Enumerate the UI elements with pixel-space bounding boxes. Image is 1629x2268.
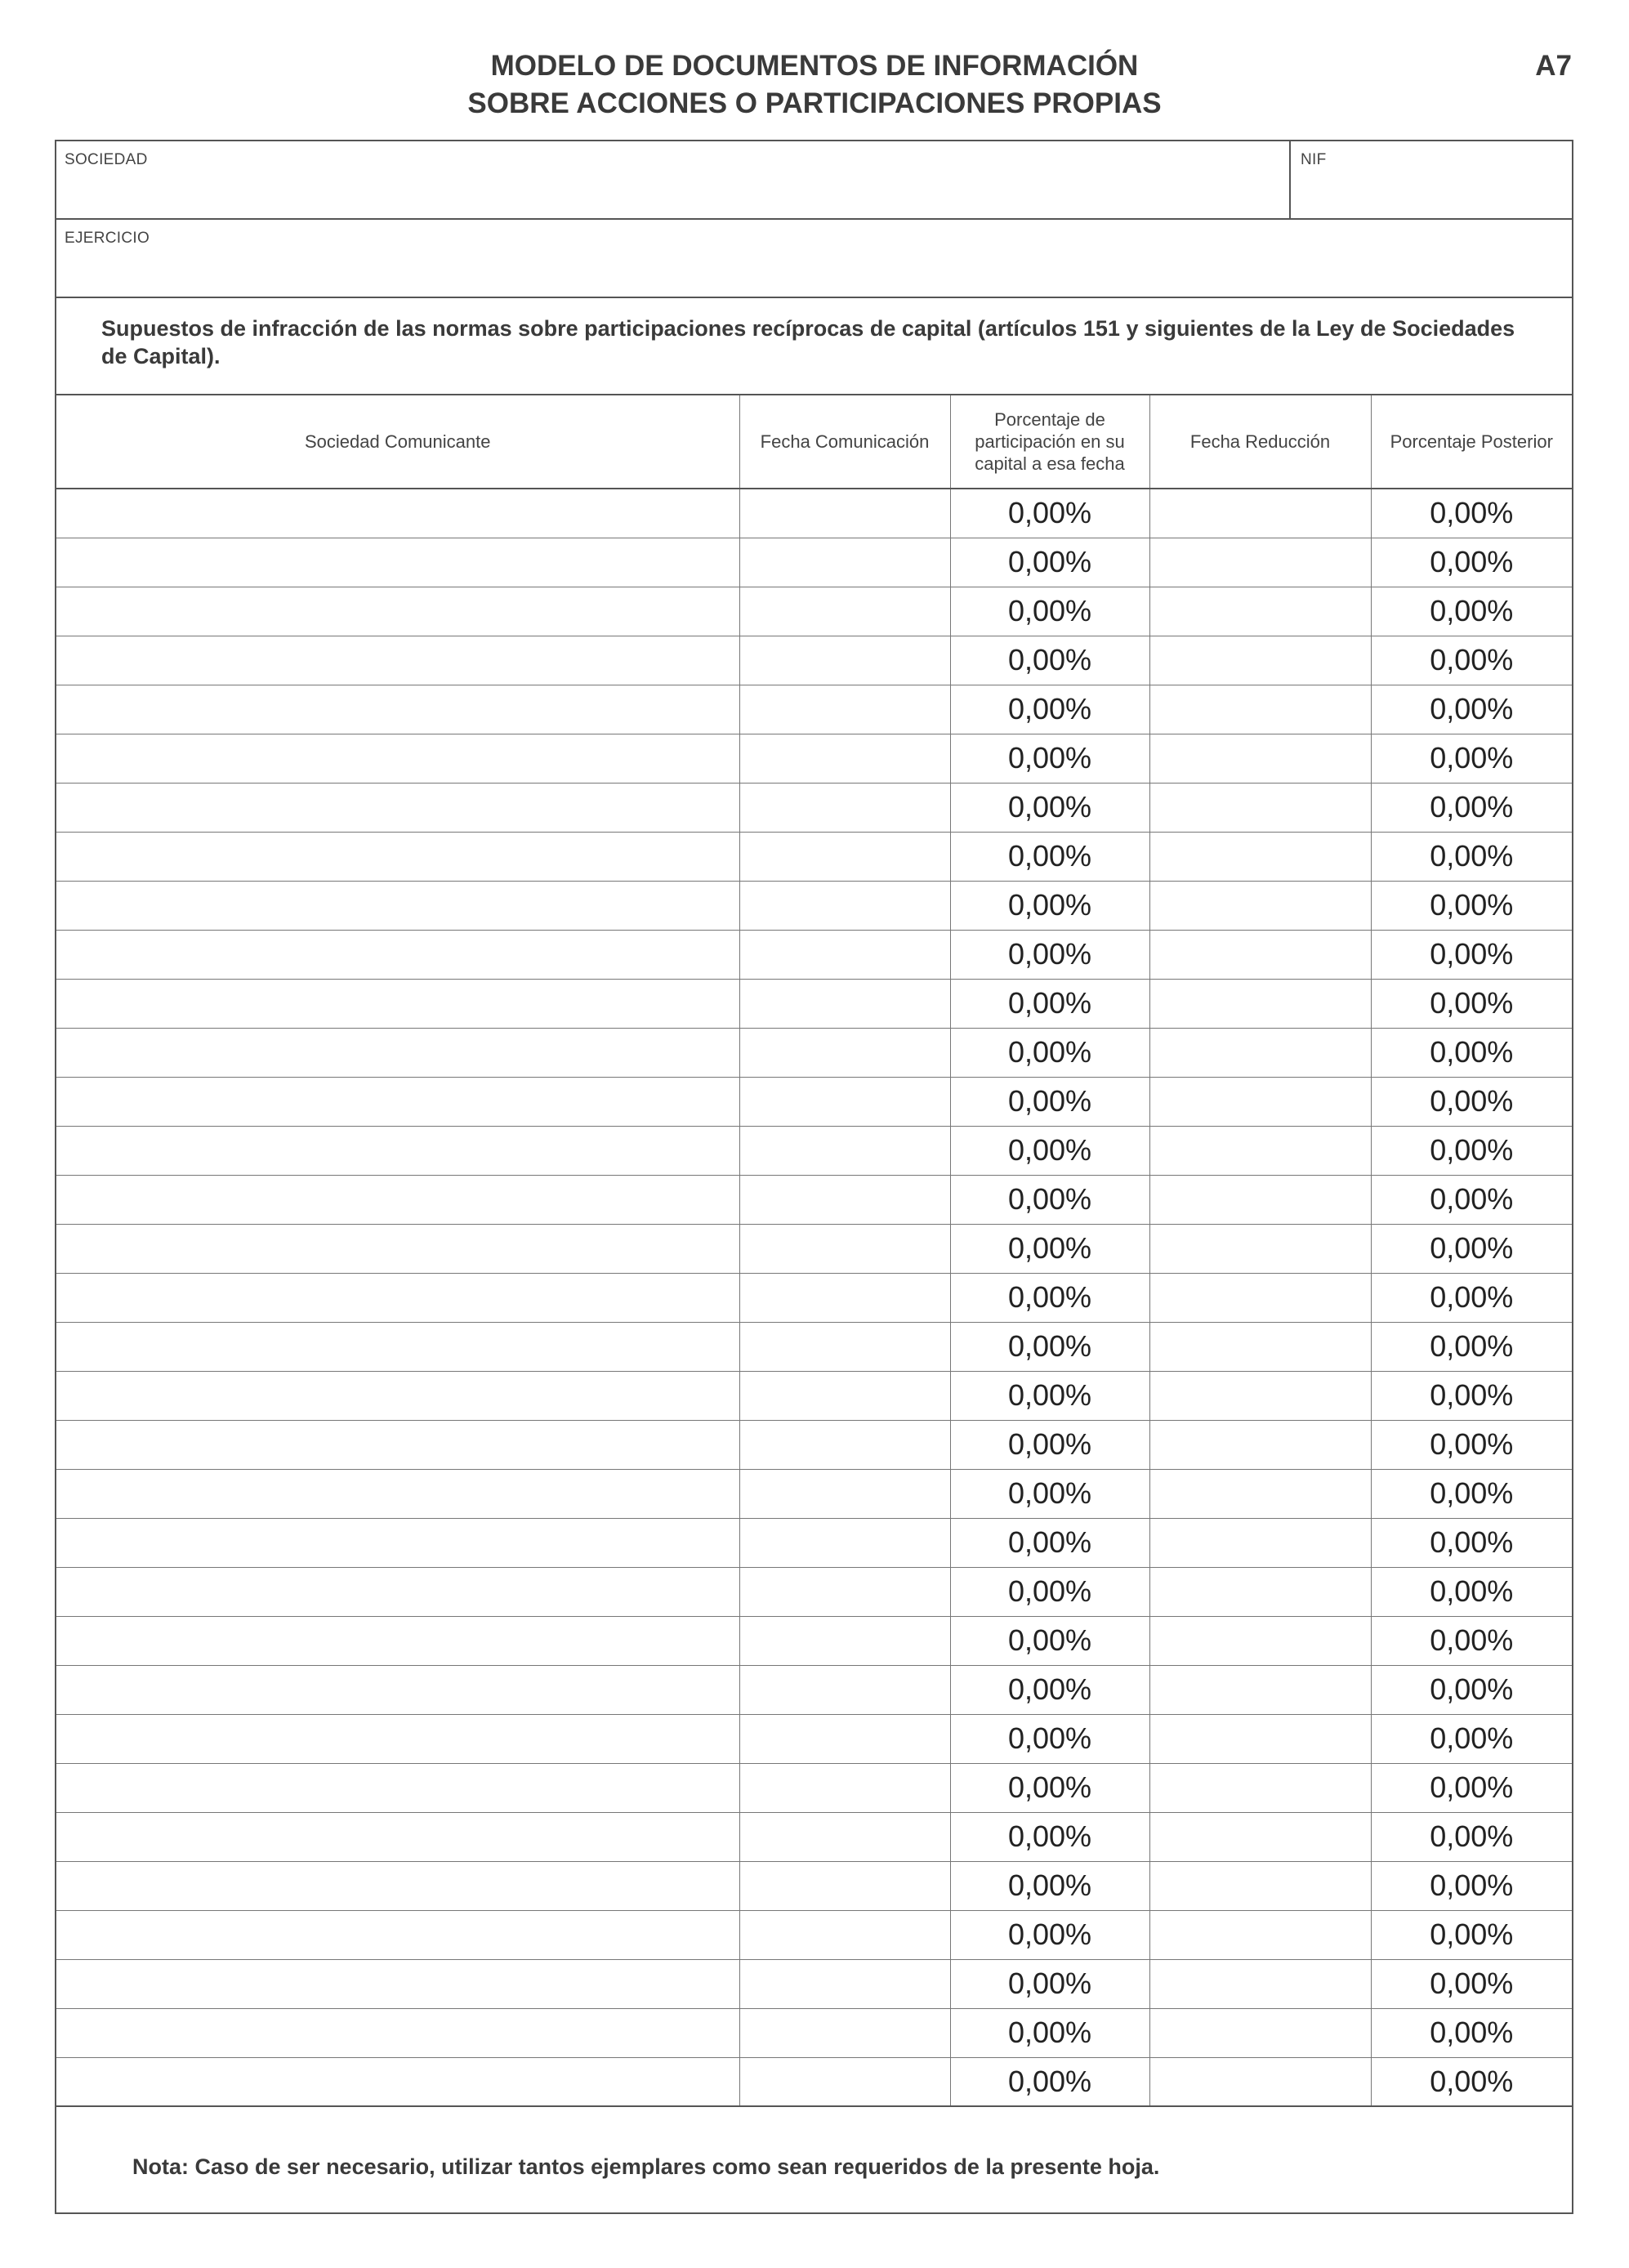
sociedad-comunicante-cell[interactable]: [56, 734, 739, 783]
form-title-line-2: SOBRE ACCIONES O PARTICIPACIONES PROPIAS: [467, 87, 1162, 119]
sociedad-comunicante-cell[interactable]: [56, 636, 739, 685]
porcentaje-participacion-cell[interactable]: 0,00%: [950, 636, 1149, 685]
fecha-comunicacion-cell[interactable]: [739, 1910, 950, 1959]
porcentaje-posterior-cell[interactable]: 0,00%: [1371, 1518, 1572, 1567]
table-row: [56, 1812, 1572, 1861]
fecha-comunicacion-cell[interactable]: [739, 1420, 950, 1469]
porcentaje-posterior-cell[interactable]: 0,00%: [1371, 1371, 1572, 1420]
porcentaje-participacion-cell[interactable]: 0,00%: [950, 930, 1149, 979]
fecha-comunicacion-cell[interactable]: [739, 1959, 950, 2008]
sociedad-comunicante-cell[interactable]: [56, 1665, 739, 1714]
sociedad-comunicante-cell[interactable]: [56, 783, 739, 832]
fecha-reduccion-cell[interactable]: [1149, 538, 1371, 587]
porcentaje-participacion-cell[interactable]: 0,00%: [950, 1812, 1149, 1861]
fecha-comunicacion-cell[interactable]: [739, 783, 950, 832]
fecha-comunicacion-cell[interactable]: [739, 734, 950, 783]
porcentaje-participacion-cell[interactable]: 0,00%: [950, 1273, 1149, 1322]
sociedad-comunicante-cell[interactable]: [56, 979, 739, 1028]
column-header-porcentaje-participacion: Porcentaje de participación en su capital a esa fecha: [950, 395, 1149, 489]
column-header-sociedad-comunicante: Sociedad Comunicante: [56, 395, 739, 489]
fecha-reduccion-cell[interactable]: [1149, 1126, 1371, 1175]
sociedad-comunicante-cell[interactable]: [56, 2008, 739, 2057]
fecha-comunicacion-cell[interactable]: [739, 930, 950, 979]
porcentaje-posterior-cell[interactable]: 0,00%: [1371, 1077, 1572, 1126]
porcentaje-participacion-cell[interactable]: 0,00%: [950, 1175, 1149, 1224]
fecha-reduccion-cell[interactable]: [1149, 1910, 1371, 1959]
sociedad-comunicante-cell[interactable]: [56, 1469, 739, 1518]
sociedad-comunicante-cell[interactable]: [56, 832, 739, 881]
table-row: [56, 1665, 1572, 1714]
sociedad-comunicante-cell[interactable]: [56, 1763, 739, 1812]
table-row: [56, 1371, 1572, 1420]
footer-note: Nota: Caso de ser necesario, utilizar tantos ejemplares como sean requeridos de la presente hoja.: [132, 2154, 1160, 2179]
fecha-reduccion-cell[interactable]: [1149, 1959, 1371, 2008]
fecha-reduccion-cell[interactable]: [1149, 1273, 1371, 1322]
table-row: [56, 1273, 1572, 1322]
fecha-reduccion-cell[interactable]: [1149, 1567, 1371, 1616]
table-row: [56, 1763, 1572, 1812]
table-row: [56, 538, 1572, 587]
table-row: [56, 930, 1572, 979]
porcentaje-posterior-cell[interactable]: 0,00%: [1371, 1763, 1572, 1812]
porcentaje-participacion-cell[interactable]: 0,00%: [950, 832, 1149, 881]
porcentaje-participacion-cell[interactable]: 0,00%: [950, 587, 1149, 636]
porcentaje-posterior-cell[interactable]: 0,00%: [1371, 1224, 1572, 1273]
section-heading: Supuestos de infracción de las normas sobre participaciones recíprocas de capital (artículos 151 y siguientes de la Ley de Sociedades de Capital).: [101, 316, 1515, 368]
porcentaje-posterior-cell[interactable]: 0,00%: [1371, 832, 1572, 881]
fecha-reduccion-cell[interactable]: [1149, 1518, 1371, 1567]
fecha-comunicacion-cell[interactable]: [739, 636, 950, 685]
fecha-reduccion-cell[interactable]: [1149, 832, 1371, 881]
porcentaje-participacion-cell[interactable]: 0,00%: [950, 1469, 1149, 1518]
porcentaje-participacion-cell[interactable]: 0,00%: [950, 1959, 1149, 2008]
porcentaje-posterior-cell[interactable]: 0,00%: [1371, 2057, 1572, 2106]
table-row: [56, 1910, 1572, 1959]
sociedad-comunicante-cell[interactable]: [56, 1861, 739, 1910]
fecha-comunicacion-cell[interactable]: [739, 881, 950, 930]
fecha-comunicacion-cell[interactable]: [739, 538, 950, 587]
porcentaje-posterior-cell[interactable]: 0,00%: [1371, 2008, 1572, 2057]
fecha-comunicacion-cell[interactable]: [739, 489, 950, 538]
fecha-comunicacion-cell[interactable]: [739, 1616, 950, 1665]
table-row: [56, 1322, 1572, 1371]
porcentaje-posterior-cell[interactable]: 0,00%: [1371, 979, 1572, 1028]
fecha-reduccion-cell[interactable]: [1149, 1175, 1371, 1224]
fecha-reduccion-cell[interactable]: [1149, 930, 1371, 979]
porcentaje-participacion-cell[interactable]: 0,00%: [950, 1420, 1149, 1469]
porcentaje-posterior-cell[interactable]: 0,00%: [1371, 1175, 1572, 1224]
fecha-comunicacion-cell[interactable]: [739, 1126, 950, 1175]
porcentaje-posterior-cell[interactable]: 0,00%: [1371, 1567, 1572, 1616]
fecha-reduccion-cell[interactable]: [1149, 734, 1371, 783]
porcentaje-posterior-cell[interactable]: 0,00%: [1371, 734, 1572, 783]
sociedad-comunicante-cell[interactable]: [56, 538, 739, 587]
sociedad-comunicante-cell[interactable]: [56, 2057, 739, 2106]
porcentaje-participacion-cell[interactable]: 0,00%: [950, 783, 1149, 832]
table-row: [56, 783, 1572, 832]
porcentaje-participacion-cell[interactable]: 0,00%: [950, 1567, 1149, 1616]
fecha-comunicacion-cell[interactable]: [739, 1175, 950, 1224]
table-row: [56, 1028, 1572, 1077]
fecha-reduccion-cell[interactable]: [1149, 685, 1371, 734]
porcentaje-participacion-cell[interactable]: 0,00%: [950, 1371, 1149, 1420]
porcentaje-posterior-cell[interactable]: 0,00%: [1371, 1273, 1572, 1322]
nif-label: NIF: [1301, 151, 1327, 168]
sociedad-comunicante-cell[interactable]: [56, 1616, 739, 1665]
sociedad-comunicante-cell[interactable]: [56, 1518, 739, 1567]
fecha-reduccion-cell[interactable]: [1149, 587, 1371, 636]
porcentaje-participacion-cell[interactable]: 0,00%: [950, 881, 1149, 930]
porcentaje-participacion-cell[interactable]: 0,00%: [950, 1861, 1149, 1910]
sociedad-comunicante-cell[interactable]: [56, 1812, 739, 1861]
table-row: [56, 1175, 1572, 1224]
fecha-comunicacion-cell[interactable]: [739, 1518, 950, 1567]
fecha-comunicacion-cell[interactable]: [739, 1665, 950, 1714]
sociedad-comunicante-cell[interactable]: [56, 1028, 739, 1077]
fecha-reduccion-cell[interactable]: [1149, 783, 1371, 832]
porcentaje-posterior-cell[interactable]: 0,00%: [1371, 1322, 1572, 1371]
porcentaje-participacion-cell[interactable]: 0,00%: [950, 2057, 1149, 2106]
table-row: [56, 2008, 1572, 2057]
form-code: A7: [1535, 50, 1572, 82]
table-row: [56, 636, 1572, 685]
porcentaje-participacion-cell[interactable]: 0,00%: [950, 1518, 1149, 1567]
porcentaje-posterior-cell[interactable]: 0,00%: [1371, 685, 1572, 734]
fecha-reduccion-cell[interactable]: [1149, 1812, 1371, 1861]
table-row: [56, 1126, 1572, 1175]
table-row: [56, 1567, 1572, 1616]
sociedad-comunicante-cell[interactable]: [56, 930, 739, 979]
porcentaje-posterior-cell[interactable]: 0,00%: [1371, 1910, 1572, 1959]
table-row: [56, 1518, 1572, 1567]
fecha-comunicacion-cell[interactable]: [739, 1077, 950, 1126]
table-row: [56, 1420, 1572, 1469]
fecha-comunicacion-cell[interactable]: [739, 1812, 950, 1861]
fecha-reduccion-cell[interactable]: [1149, 2057, 1371, 2106]
porcentaje-posterior-cell[interactable]: 0,00%: [1371, 636, 1572, 685]
participaciones-table: [56, 395, 1572, 2107]
porcentaje-posterior-cell[interactable]: 0,00%: [1371, 489, 1572, 538]
porcentaje-participacion-cell[interactable]: 0,00%: [950, 734, 1149, 783]
fecha-comunicacion-cell[interactable]: [739, 1567, 950, 1616]
porcentaje-participacion-cell[interactable]: 0,00%: [950, 1224, 1149, 1273]
fecha-comunicacion-cell[interactable]: [739, 2008, 950, 2057]
fecha-comunicacion-cell[interactable]: [739, 1273, 950, 1322]
fecha-reduccion-cell[interactable]: [1149, 636, 1371, 685]
porcentaje-posterior-cell[interactable]: 0,00%: [1371, 1126, 1572, 1175]
table-body: [56, 489, 1572, 2106]
sociedad-comunicante-cell[interactable]: [56, 1126, 739, 1175]
sociedad-comunicante-cell[interactable]: [56, 489, 739, 538]
porcentaje-participacion-cell[interactable]: 0,00%: [950, 1077, 1149, 1126]
sociedad-comunicante-cell[interactable]: [56, 1567, 739, 1616]
column-header-porcentaje-posterior: Porcentaje Posterior: [1371, 395, 1572, 489]
sociedad-comunicante-cell[interactable]: [56, 1420, 739, 1469]
fecha-reduccion-cell[interactable]: [1149, 1763, 1371, 1812]
table-row: [56, 489, 1572, 538]
fecha-comunicacion-cell[interactable]: [739, 2057, 950, 2106]
fecha-reduccion-cell[interactable]: [1149, 1469, 1371, 1518]
porcentaje-participacion-cell[interactable]: 0,00%: [950, 1322, 1149, 1371]
porcentaje-posterior-cell[interactable]: 0,00%: [1371, 538, 1572, 587]
table-row: [56, 587, 1572, 636]
table-row: [56, 734, 1572, 783]
fecha-comunicacion-cell[interactable]: [739, 1469, 950, 1518]
table-row: [56, 881, 1572, 930]
fecha-reduccion-cell[interactable]: [1149, 2008, 1371, 2057]
fecha-comunicacion-cell[interactable]: [739, 685, 950, 734]
fecha-reduccion-cell[interactable]: [1149, 1224, 1371, 1273]
form-title: [0, 47, 1629, 123]
porcentaje-posterior-cell[interactable]: 0,00%: [1371, 881, 1572, 930]
fecha-comunicacion-cell[interactable]: [739, 1371, 950, 1420]
column-header-fecha-comunicacion: Fecha Comunicación: [739, 395, 950, 489]
porcentaje-participacion-cell[interactable]: 0,00%: [950, 1028, 1149, 1077]
table-row: [56, 1861, 1572, 1910]
fecha-reduccion-cell[interactable]: [1149, 979, 1371, 1028]
table-row: [56, 1469, 1572, 1518]
sociedad-comunicante-cell[interactable]: [56, 1273, 739, 1322]
sociedad-comunicante-cell[interactable]: [56, 881, 739, 930]
porcentaje-participacion-cell[interactable]: 0,00%: [950, 685, 1149, 734]
porcentaje-participacion-cell[interactable]: 0,00%: [950, 538, 1149, 587]
porcentaje-participacion-cell[interactable]: 0,00%: [950, 489, 1149, 538]
table-row: [56, 832, 1572, 881]
porcentaje-participacion-cell[interactable]: 0,00%: [950, 1763, 1149, 1812]
fecha-comunicacion-cell[interactable]: [739, 1763, 950, 1812]
fecha-reduccion-cell[interactable]: [1149, 1665, 1371, 1714]
porcentaje-posterior-cell[interactable]: 0,00%: [1371, 1665, 1572, 1714]
porcentaje-posterior-cell[interactable]: 0,00%: [1371, 1028, 1572, 1077]
fecha-comunicacion-cell[interactable]: [739, 1028, 950, 1077]
sociedad-comunicante-cell[interactable]: [56, 1077, 739, 1126]
porcentaje-participacion-cell[interactable]: 0,00%: [950, 1714, 1149, 1763]
form-title-line-1: MODELO DE DOCUMENTOS DE INFORMACIÓN: [490, 50, 1139, 82]
fecha-comunicacion-cell[interactable]: [739, 1322, 950, 1371]
fecha-reduccion-cell[interactable]: [1149, 881, 1371, 930]
nif-field[interactable]: [1289, 141, 1572, 218]
sociedad-comunicante-cell[interactable]: [56, 1371, 739, 1420]
sociedad-comunicante-cell[interactable]: [56, 1322, 739, 1371]
porcentaje-posterior-cell[interactable]: 0,00%: [1371, 587, 1572, 636]
table-row: [56, 1959, 1572, 2008]
sociedad-comunicante-cell[interactable]: [56, 587, 739, 636]
porcentaje-posterior-cell[interactable]: 0,00%: [1371, 1861, 1572, 1910]
sociedad-label: SOCIEDAD: [65, 151, 148, 168]
sociedad-row: [56, 141, 1572, 220]
fecha-reduccion-cell[interactable]: [1149, 1322, 1371, 1371]
sociedad-comunicante-cell[interactable]: [56, 1959, 739, 2008]
form-frame: [55, 140, 1573, 2214]
porcentaje-participacion-cell[interactable]: 0,00%: [950, 1126, 1149, 1175]
sociedad-comunicante-cell[interactable]: [56, 1910, 739, 1959]
fecha-comunicacion-cell[interactable]: [739, 1714, 950, 1763]
porcentaje-posterior-cell[interactable]: 0,00%: [1371, 783, 1572, 832]
table-row: [56, 1616, 1572, 1665]
ejercicio-label: EJERCICIO: [65, 230, 150, 247]
table-row: [56, 1224, 1572, 1273]
fecha-comunicacion-cell[interactable]: [739, 832, 950, 881]
porcentaje-posterior-cell[interactable]: 0,00%: [1371, 1812, 1572, 1861]
porcentaje-posterior-cell[interactable]: 0,00%: [1371, 1959, 1572, 2008]
fecha-reduccion-cell[interactable]: [1149, 489, 1371, 538]
fecha-reduccion-cell[interactable]: [1149, 1861, 1371, 1910]
fecha-comunicacion-cell[interactable]: [739, 1861, 950, 1910]
sociedad-comunicante-cell[interactable]: [56, 1714, 739, 1763]
porcentaje-posterior-cell[interactable]: 0,00%: [1371, 1714, 1572, 1763]
porcentaje-posterior-cell[interactable]: 0,00%: [1371, 930, 1572, 979]
sociedad-comunicante-cell[interactable]: [56, 1224, 739, 1273]
fecha-reduccion-cell[interactable]: [1149, 1028, 1371, 1077]
porcentaje-posterior-cell[interactable]: 0,00%: [1371, 1420, 1572, 1469]
fecha-reduccion-cell[interactable]: [1149, 1371, 1371, 1420]
porcentaje-participacion-cell[interactable]: 0,00%: [950, 1616, 1149, 1665]
fecha-reduccion-cell[interactable]: [1149, 1616, 1371, 1665]
column-header-fecha-reduccion: Fecha Reducción: [1149, 395, 1371, 489]
table-header-row: [56, 395, 1572, 489]
ejercicio-field[interactable]: [56, 220, 1572, 298]
porcentaje-participacion-cell[interactable]: 0,00%: [950, 2008, 1149, 2057]
porcentaje-posterior-cell[interactable]: 0,00%: [1371, 1469, 1572, 1518]
section-heading-row: [56, 298, 1572, 395]
sociedad-comunicante-cell[interactable]: [56, 685, 739, 734]
table-row: [56, 1714, 1572, 1763]
fecha-reduccion-cell[interactable]: [1149, 1420, 1371, 1469]
sociedad-comunicante-cell[interactable]: [56, 1175, 739, 1224]
table-row: [56, 685, 1572, 734]
fecha-reduccion-cell[interactable]: [1149, 1714, 1371, 1763]
porcentaje-participacion-cell[interactable]: 0,00%: [950, 1665, 1149, 1714]
porcentaje-posterior-cell[interactable]: 0,00%: [1371, 1616, 1572, 1665]
table-row: [56, 2057, 1572, 2106]
fecha-comunicacion-cell[interactable]: [739, 1224, 950, 1273]
fecha-reduccion-cell[interactable]: [1149, 1077, 1371, 1126]
table-row: [56, 1077, 1572, 1126]
porcentaje-participacion-cell[interactable]: 0,00%: [950, 979, 1149, 1028]
table-row: [56, 979, 1572, 1028]
fecha-comunicacion-cell[interactable]: [739, 979, 950, 1028]
fecha-comunicacion-cell[interactable]: [739, 587, 950, 636]
porcentaje-participacion-cell[interactable]: 0,00%: [950, 1910, 1149, 1959]
